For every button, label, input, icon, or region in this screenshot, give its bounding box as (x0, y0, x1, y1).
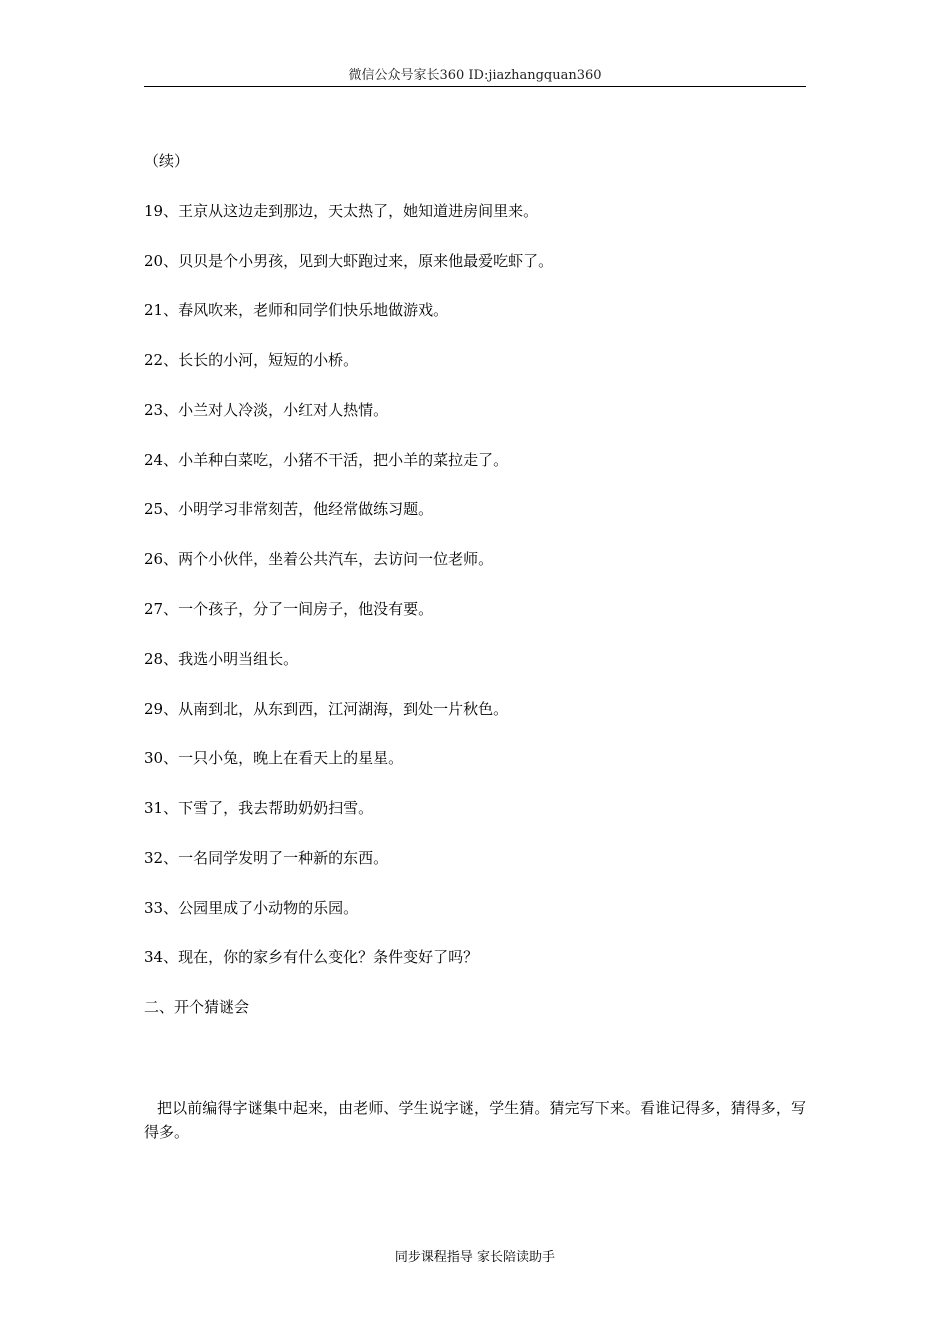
sentence-item-20: 20、贝贝是个小男孩，见到大虾跑过来，原来他最爱吃虾了。 (144, 252, 554, 270)
sentence-item-29: 29、从南到北，从东到西，江河湖海，到处一片秋色。 (144, 700, 509, 718)
page-header: 微信公众号家长360 ID:jiazhangquan360 (348, 68, 602, 83)
sentence-item-34: 34、现在，你的家乡有什么变化？条件变好了吗？ (144, 948, 479, 966)
sentence-item-32: 32、一名同学发明了一种新的东西。 (144, 849, 389, 867)
sentence-item-24: 24、小羊种白菜吃，小猪不干活，把小羊的菜拉走了。 (144, 451, 509, 469)
section-paragraph: 把以前编得字谜集中起来，由老师、学生说字谜，学生猜。猜完写下来。看谁记得多，猜得多，写得多。 (144, 1099, 806, 1141)
sentence-item-19: 19、王京从这边走到那边，天太热了，她知道进房间里来。 (144, 202, 539, 220)
sentence-item-33: 33、公园里成了小动物的乐园。 (144, 899, 359, 917)
sentence-item-23: 23、小兰对人冷淡，小红对人热情。 (144, 401, 389, 419)
sentence-item-28: 28、我选小明当组长。 (144, 650, 299, 668)
sentence-item-25: 25、小明学习非常刻苦，他经常做练习题。 (144, 500, 434, 518)
header-rule (144, 86, 806, 87)
sentence-item-21: 21、春风吹来，老师和同学们快乐地做游戏。 (144, 301, 449, 319)
continued-label: （续） (144, 152, 190, 170)
page-footer: 同步课程指导 家长陪读助手 (394, 1250, 556, 1265)
sentence-item-22: 22、长长的小河，短短的小桥。 (144, 351, 359, 369)
sentence-item-26: 26、两个小伙伴，坐着公共汽车，去访问一位老师。 (144, 550, 494, 568)
sentence-item-27: 27、一个孩子，分了一间房子，他没有要。 (144, 600, 434, 618)
sentence-item-30: 30、一只小兔，晚上在看天上的星星。 (144, 749, 404, 767)
section-heading: 二、开个猜谜会 (144, 998, 250, 1016)
sentence-item-31: 31、下雪了，我去帮助奶奶扫雪。 (144, 799, 374, 817)
